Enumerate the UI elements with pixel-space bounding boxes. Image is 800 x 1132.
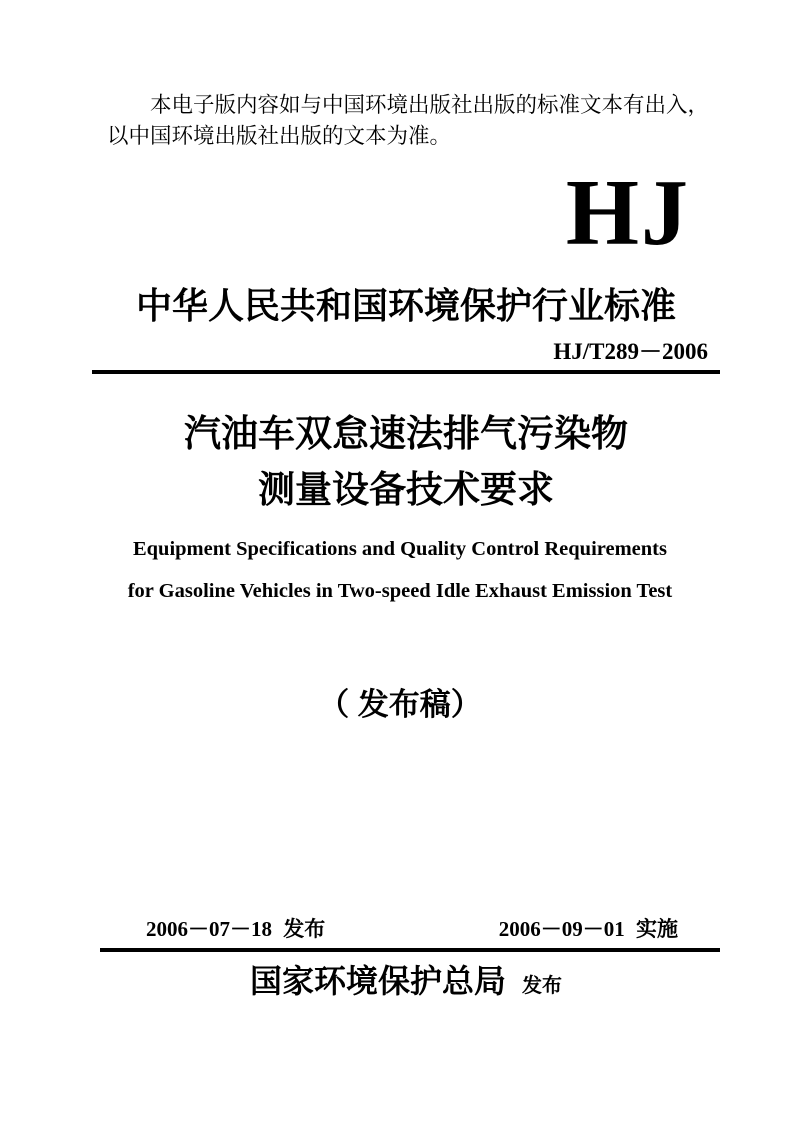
footer-divider-rule [100,948,720,952]
implementation-date-label: 实施 [636,918,678,941]
header-divider-rule [92,370,720,374]
issuer-row [92,956,720,1002]
draft-release-label: （ 发布稿） [318,687,482,722]
issue-date-label: 发布 [283,918,326,941]
issuing-authority-name: 国家环境保护总局 [249,963,506,999]
standard-number: HJ/T289－2006 [553,339,708,364]
standard-title-english [54,528,746,612]
hj-standard-logo: HJ [565,161,690,265]
issuing-authority-publish-label: 发布 [522,975,562,997]
dates-row [92,913,720,943]
standard-title-chinese-line1: 汽油车双怠速法排气污染物 [184,413,628,454]
standard-title-english-line2: for Gasoline Vehicles in Two-speed Idle Exhaust Emission Test [127,580,673,602]
implementation-date-value: 2006－09－01 [498,917,625,941]
standard-title-chinese-line2: 测量设备技术要求 [258,469,554,510]
issue-date [146,913,325,943]
issue-date-value: 2006－07－18 [146,917,272,941]
standard-category-heading: 中华人民共和国环境保护行业标准 [135,285,676,326]
standard-title-english-line1: Equipment Specifications and Quality Control Requirements [132,538,667,560]
electronic-version-disclaimer: 本电子版内容如与中国环境出版社出版的标准文本有出入，以中国环境出版社出版的文本为准。 [107,93,710,148]
standard-title-chinese [92,406,720,518]
implementation-date [499,913,678,943]
